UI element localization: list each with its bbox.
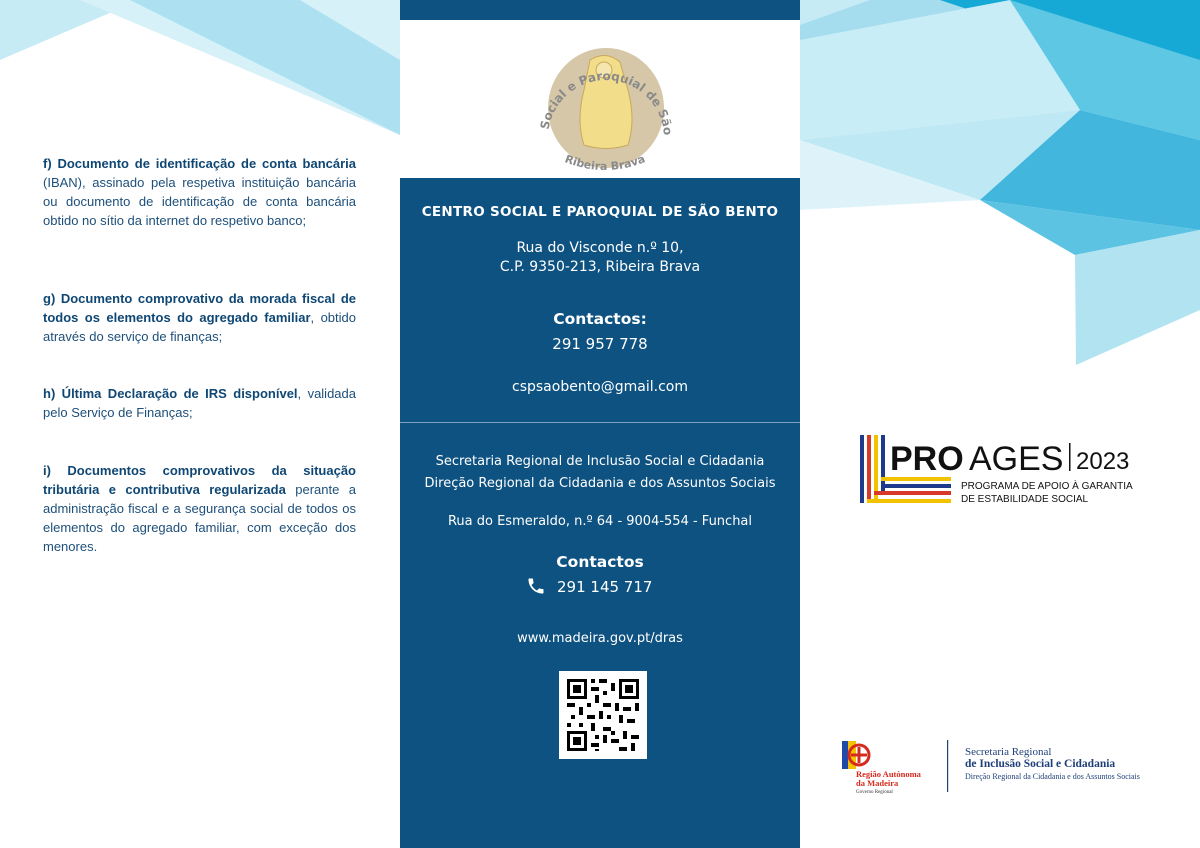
qr-code [559, 671, 647, 759]
requirement-h: h) Última Declaração de IRS disponível, validada pelo Serviço de Finanças; [43, 386, 356, 420]
logo-text-top: Social e Paroquial de São [537, 68, 676, 136]
secretaria-line-2: de Inclusão Social e Cidadania [965, 758, 1116, 770]
logo-area [400, 20, 800, 178]
secretaria-name: Secretaria Regional de Inclusão Social e Cidadania [435, 454, 765, 469]
proages-line2: DE ESTABILIDADE SOCIAL [961, 494, 1089, 505]
contacts-heading: Contactos: [553, 310, 647, 328]
address-line-2: C.P. 9350-213, Ribeira Brava [499, 259, 701, 275]
requirement-f: f) Documento de identificação de conta bancária (IBAN), assinado pela respetiva instituição bancária ou documento de identificação de conta bancária obtido no sítio da internet do respetivo banco; [43, 156, 356, 228]
contacts-heading-2: Contactos [556, 553, 644, 571]
address-line-1: Rua do Visconde n.º 10, [516, 240, 684, 256]
center-name: CENTRO SOCIAL E PAROQUIAL DE SÃO BENTO [421, 204, 779, 220]
proages-line1: PROGRAMA DE APOIO À GARANTIA [961, 481, 1133, 492]
region-name-3: Governo Regional [856, 790, 893, 795]
phone-number: 291 957 778 [552, 335, 648, 353]
proages-logo [860, 433, 1150, 508]
right-panel [800, 0, 1200, 848]
qr-code-graphic [559, 671, 647, 759]
secretaria-line-3: Direção Regional da Cidadania e dos Assuntos Sociais [965, 772, 1140, 781]
section-divider [400, 422, 800, 423]
website-link[interactable]: www.madeira.gov.pt/dras [517, 631, 683, 646]
logo-text-bottom: Ribeira Brava [563, 152, 647, 174]
direcao-name: Direção Regional da Cidadania e dos Assuntos Sociais [424, 476, 776, 491]
left-panel [0, 0, 400, 848]
proages-year: 2023 [1076, 448, 1130, 475]
decorative-triangles-right [800, 0, 1200, 848]
decorative-triangles-left [0, 0, 400, 848]
secretaria-line-1: Secretaria Regional [965, 746, 1052, 758]
phone-icon [526, 576, 546, 596]
requirement-i: i) Documentos comprovativos da situação tributária e contributiva regularizada perante a administração fiscal e a segurança social de todos os elementos do agregado familiar, com exceção dos menores. [43, 463, 356, 554]
region-name-2: da Madeira [856, 778, 899, 788]
email-link[interactable]: cspsaobento@gmail.com [512, 379, 688, 395]
centro-social-logo [400, 20, 800, 178]
region-name-1: Região Autónoma [856, 769, 921, 779]
phone-number-2: 291 145 717 [557, 578, 653, 596]
proages-pro: PRO [890, 440, 964, 478]
address-funchal: Rua do Esmeraldo, n.º 64 - 9004-554 - Funchal [447, 514, 753, 529]
requirement-g: g) Documento comprovativo da morada fiscal de todos os elementos do agregado familiar, obtido através do serviço de finanças; [43, 291, 356, 344]
government-logo [838, 737, 1178, 797]
proages-ages: AGES [969, 440, 1064, 478]
